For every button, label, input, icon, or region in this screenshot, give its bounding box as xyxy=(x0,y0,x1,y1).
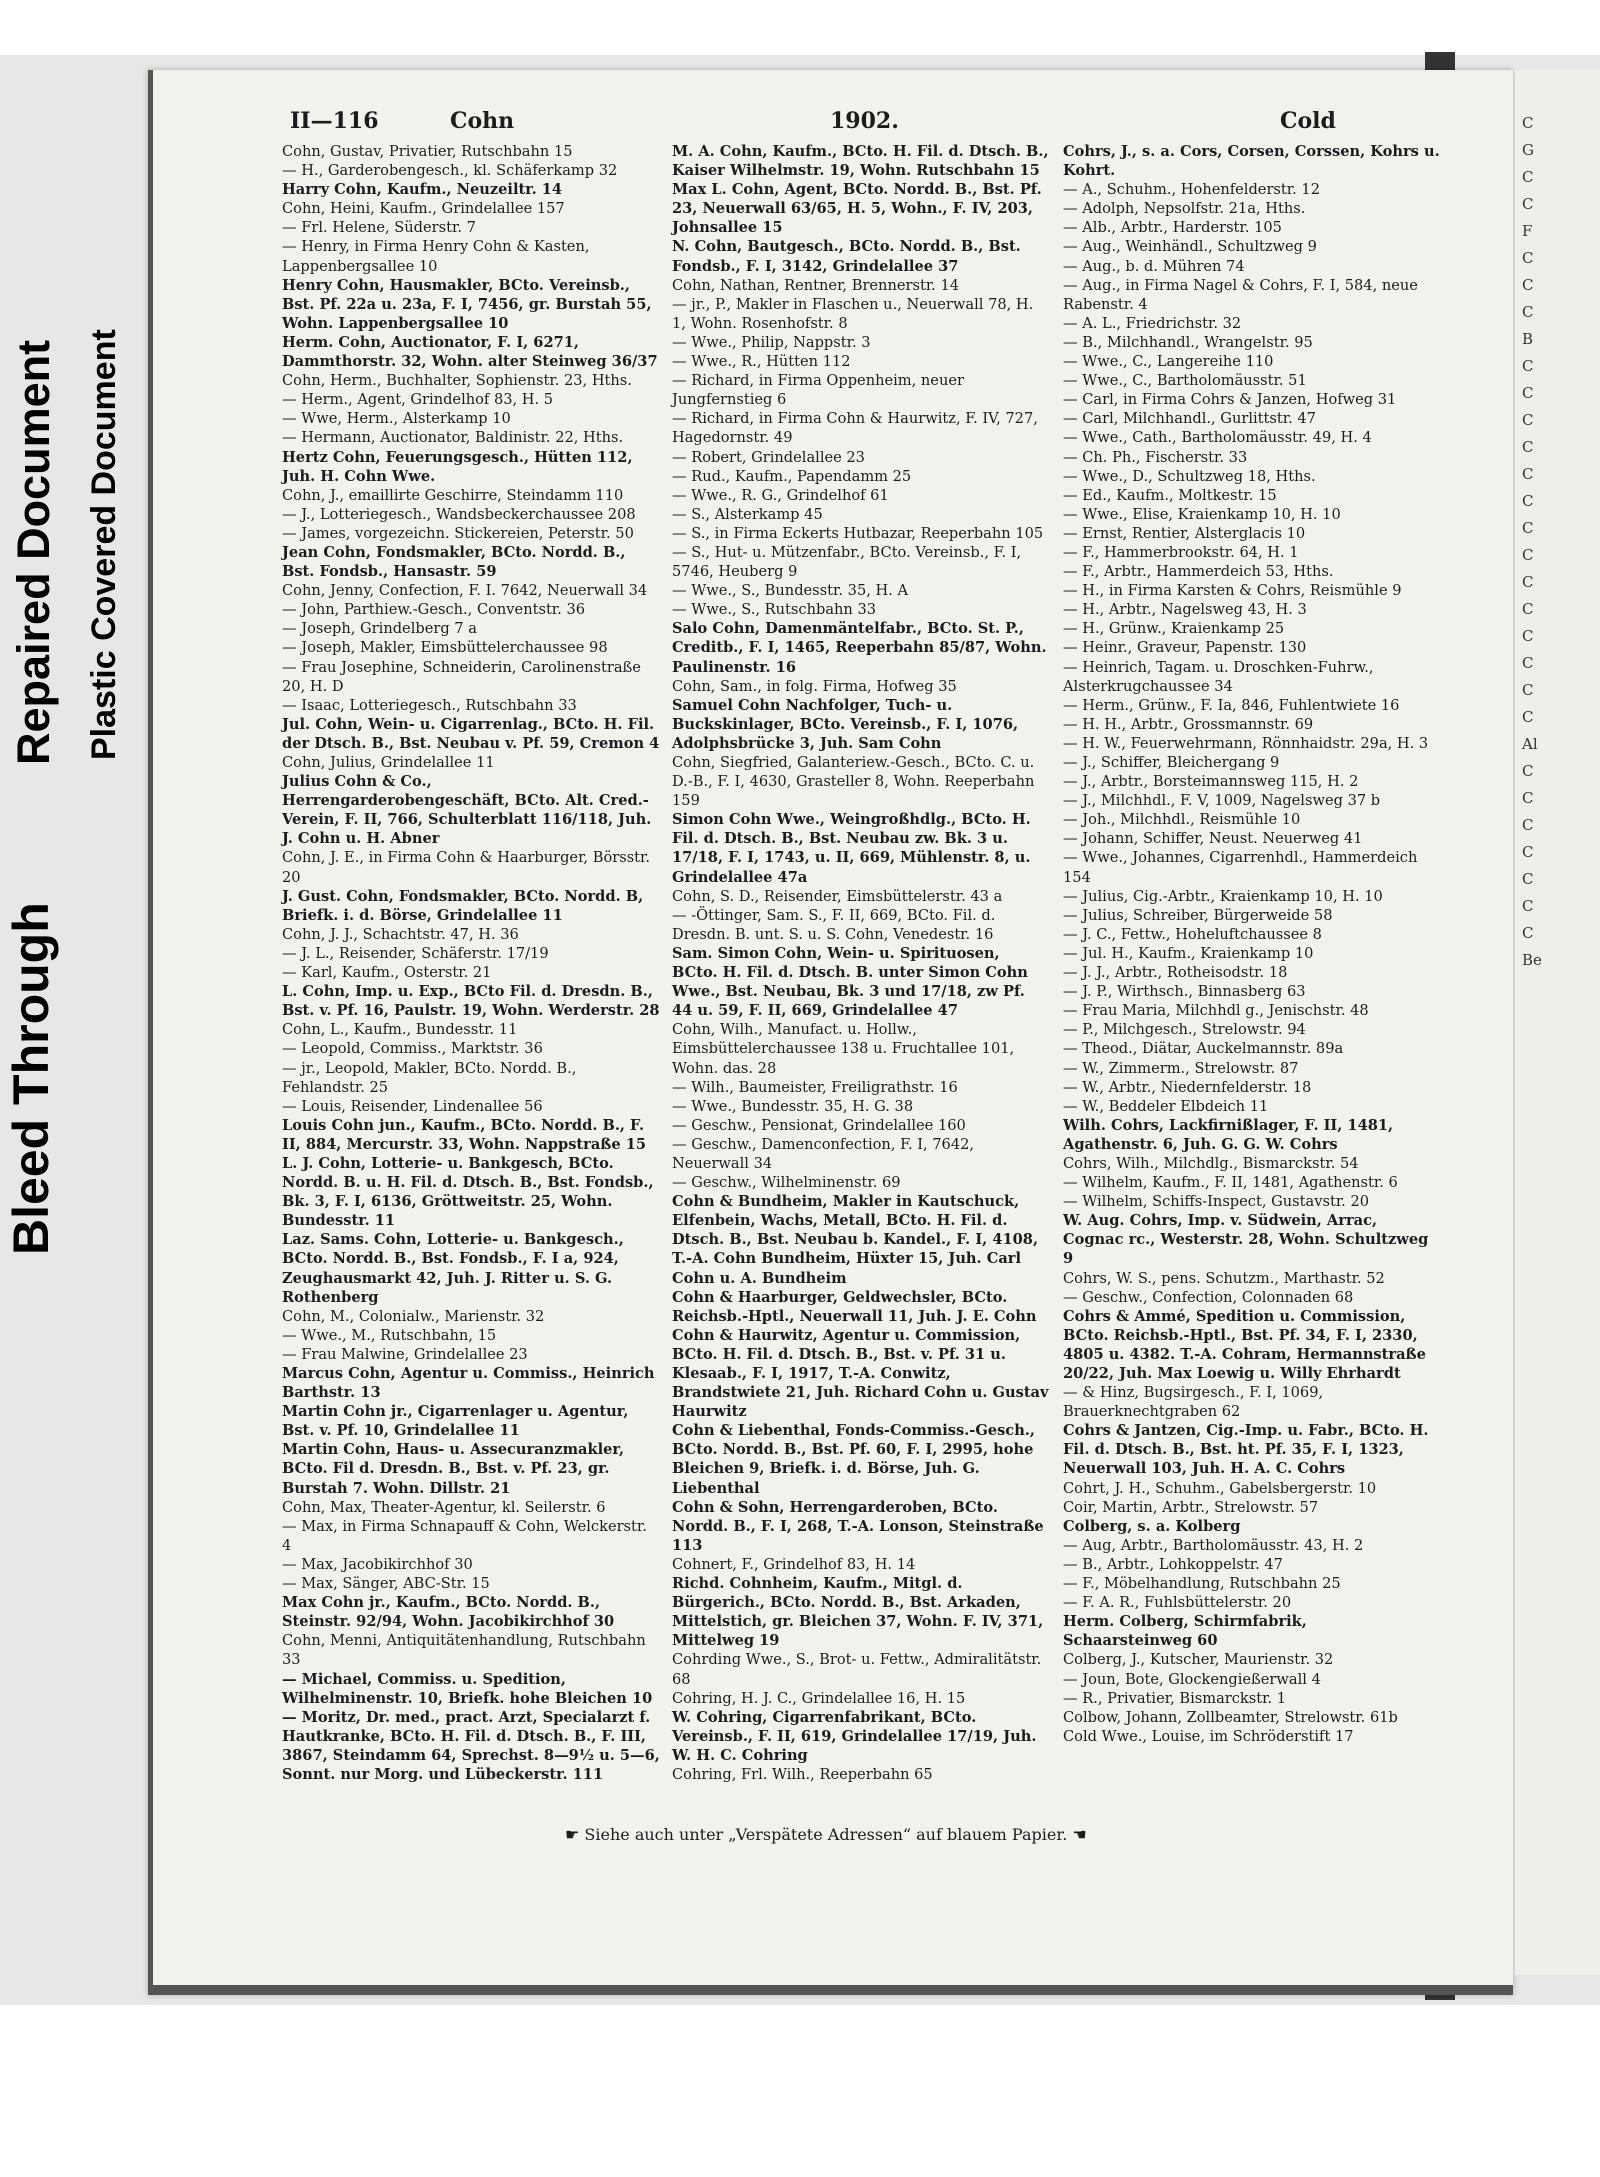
directory-entry: — Joseph, Grindelberg 7 a xyxy=(282,620,477,638)
directory-entry: — B., Milchhandl., Wrangelstr. 95 xyxy=(1063,333,1313,351)
adjacent-letter: C xyxy=(1522,249,1534,267)
column-3 xyxy=(1063,142,1441,1746)
adjacent-letter: B xyxy=(1522,330,1534,348)
directory-entry: L. Cohn, Imp. u. Exp., BCto Fil. d. Dresdn. B., Bst. v. Pf. 16, Paulstr. 19, Wohn. Werderstr. 28 xyxy=(282,983,660,1020)
directory-entry: — Geschw., Confection, Colonnaden 68 xyxy=(1063,1288,1354,1306)
adjacent-letter: C xyxy=(1522,924,1534,942)
directory-entry: Simon Cohn Wwe., Weingroßhdlg., BCto. H. Fil. d. Dtsch. B., Bst. Neubau zw. Bk. 3 u. 17/18, F. I, 1743, u. II, 669, Mühlenstr. 8, u. Grindelallee 47a xyxy=(672,811,1031,886)
directory-entry: Marcus Cohn, Agentur u. Commiss., Heinrich Barthstr. 13 xyxy=(282,1365,655,1402)
directory-entry: Cohnert, F., Grindelhof 83, H. 14 xyxy=(672,1555,916,1573)
directory-entry: Colbow, Johann, Zollbeamter, Strelowstr. 61b xyxy=(1063,1708,1398,1726)
page-number: II—116 xyxy=(290,108,379,134)
directory-entry: — F., Arbtr., Hammerdeich 53, Hths. xyxy=(1063,563,1334,581)
directory-entry: Cohrs, J., s. a. Cors, Corsen, Corssen, Kohrs u. Kohrt. xyxy=(1063,143,1440,180)
directory-entry: Cohn, L., Kaufm., Bundesstr. 11 xyxy=(282,1021,518,1039)
directory-entry: — Frau Josephine, Schneiderin, Carolinenstraße 20, H. D xyxy=(282,658,641,695)
directory-entry: — Wwe, Herm., Alsterkamp 10 xyxy=(282,410,511,428)
directory-entry: — Henry, in Firma Henry Cohn & Kasten, Lappenbergsallee 10 xyxy=(282,238,590,275)
directory-entry: — Aug., b. d. Mühren 74 xyxy=(1063,257,1245,275)
directory-entry: — Carl, in Firma Cohrs & Janzen, Hofweg 31 xyxy=(1063,391,1397,409)
directory-entry: — H. H., Arbtr., Grossmannstr. 69 xyxy=(1063,715,1314,733)
directory-entry: Jul. Cohn, Wein- u. Cigarrenlag., BCto. H. Fil. der Dtsch. B., Bst. Neubau v. Pf. 59, Cremon 4 xyxy=(282,715,660,752)
directory-entry: Cohn, Sam., in folg. Firma, Hofweg 35 xyxy=(672,677,957,695)
directory-entry: Cohn, Jenny, Confection, F. I. 7642, Neuerwall 34 xyxy=(282,582,648,600)
adjacent-letter: C xyxy=(1522,573,1534,591)
directory-entry: — J. L., Reisender, Schäferstr. 17/19 xyxy=(282,944,549,962)
directory-entry: — J. P., Wirthsch., Binnasberg 63 xyxy=(1063,983,1306,1001)
directory-entry: — Ch. Ph., Fischerstr. 33 xyxy=(1063,448,1248,466)
directory-entry: — Michael, Commiss. u. Spedition, Wilhelminenstr. 10, Briefk. hohe Bleichen 10 xyxy=(282,1670,653,1707)
directory-entry: Salo Cohn, Damenmäntelfabr., BCto. St. P., Creditb., F. I, 1465, Reeperbahn 85/87, Wohn. Paulinenstr. 16 xyxy=(672,620,1047,676)
directory-entry: Cohrs & Ammé, Spedition u. Commission, BCto. Reichsb.-Hptl., Bst. Pf. 34, F. I, 2330, 4805 u. 4382. T.-A. Cohram, Hermannstraße 20/22, Juh. Max Loewig u. Willy Ehrhardt xyxy=(1063,1307,1426,1382)
page-header xyxy=(290,108,1430,138)
directory-entry: Cohrt, J. H., Schuhm., Gabelsbergerstr. 10 xyxy=(1063,1479,1377,1497)
directory-entry: — Alb., Arbtr., Harderstr. 105 xyxy=(1063,219,1282,237)
directory-entry: — jr., Leopold, Makler, BCto. Nordd. B., Fehlandstr. 25 xyxy=(282,1059,577,1096)
directory-entry: — J., Milchhdl., F. V, 1009, Nagelsweg 37 b xyxy=(1063,792,1381,810)
directory-entry: — Wwe., S., Rutschbahn 33 xyxy=(672,601,877,619)
directory-entry: Cohn, J., emaillirte Geschirre, Steindamm 110 xyxy=(282,486,624,504)
directory-entry: — & Hinz, Bugsirgesch., F. I, 1069, Brauerknechtgraben 62 xyxy=(1063,1384,1324,1421)
directory-entry: Cohn & Sohn, Herrengarderoben, BCto. Nordd. B., F. I, 268, T.-A. Lonson, Steinstraße 113 xyxy=(672,1498,1044,1554)
label-plastic-covered: Plastic Covered Document xyxy=(85,329,123,760)
directory-entry: — Karl, Kaufm., Osterstr. 21 xyxy=(282,964,492,982)
directory-entry: N. Cohn, Bautgesch., BCto. Nordd. B., Bst. Fondsb., F. I, 3142, Grindelallee 37 xyxy=(672,238,1021,275)
directory-entry: — Wilhelm, Kaufm., F. II, 1481, Agathenstr. 6 xyxy=(1063,1174,1398,1192)
directory-entry: — Hermann, Auctionator, Baldinistr. 22, Hths. xyxy=(282,429,624,447)
directory-entry: — Aug., Weinhändl., Schultzweg 9 xyxy=(1063,238,1317,256)
directory-entry: — W., Arbtr., Niedernfelderstr. 18 xyxy=(1063,1078,1312,1096)
directory-entry: — Joun, Bote, Glockengießerwall 4 xyxy=(1063,1670,1321,1688)
directory-entry: — A. L., Friedrichstr. 32 xyxy=(1063,314,1242,332)
directory-entry: Cohring, Frl. Wilh., Reeperbahn 65 xyxy=(672,1765,933,1783)
directory-entry: L. J. Cohn, Lotterie- u. Bankgesch, BCto. Nordd. B. u. H. Fil. d. Dtsch. B., Bst. Fondsb., Bk. 3, F. I, 6136, Gröttweitstr. 25, Wohn. Bundesstr. 11 xyxy=(282,1154,654,1230)
adjacent-letter: C xyxy=(1522,114,1534,132)
directory-entry: — Joseph, Makler, Eimsbüttelerchaussee 98 xyxy=(282,639,608,657)
adjacent-letter: C xyxy=(1522,492,1534,510)
directory-entry: — H., Garderobengesch., kl. Schäferkamp 32 xyxy=(282,162,618,180)
directory-entry: Cohn & Haurwitz, Agentur u. Commission, BCto. H. Fil. d. Dtsch. B., Bst. v. Pf. 31 u. Klesaab., F. I, 1917, T.-A. Conwitz, Brandstwiete 21, Juh. Richard Cohn u. Gustav Haurwitz xyxy=(672,1326,1049,1421)
directory-entry: — Aug, Arbtr., Bartholomäusstr. 43, H. 2 xyxy=(1063,1536,1364,1554)
header-year: 1902. xyxy=(830,108,899,134)
directory-entry: Henry Cohn, Hausmakler, BCto. Vereinsb., Bst. Pf. 22a u. 23a, F. I, 7456, gr. Burstah 55, Wohn. Lappenbergsallee 10 xyxy=(282,276,652,332)
adjacent-letter: C xyxy=(1522,762,1534,780)
directory-entry: — Robert, Grindelallee 23 xyxy=(672,448,865,466)
directory-entry: J. Gust. Cohn, Fondsmakler, BCto. Nordd. B, Briefk. i. d. Börse, Grindelallee 11 xyxy=(282,887,644,924)
directory-entry: Cohn, Nathan, Rentner, Brennerstr. 14 xyxy=(672,276,960,294)
directory-entry: — S., Hut- u. Mützenfabr., BCto. Vereinsb., F. I, 5746, Heuberg 9 xyxy=(672,543,1022,581)
directory-entry: Martin Cohn, Haus- u. Assecuranzmakler, BCto. Fil d. Dresdn. B., Bst. v. Pf. 23, gr. Burstah 7. Wohn. Dillstr. 21 xyxy=(282,1441,625,1497)
directory-entry: — W., Zimmerm., Strelowstr. 87 xyxy=(1063,1059,1299,1077)
directory-entry: Wilh. Cohrs, Lackfirnißlager, F. II, 1481, Agathenstr. 6, Juh. G. G. W. Cohrs xyxy=(1063,1116,1394,1153)
directory-entry: Colberg, J., Kutscher, Maurienstr. 32 xyxy=(1063,1651,1334,1669)
directory-entry: — Heinrich, Tagam. u. Droschken-Fuhrw., Alsterkrugchaussee 34 xyxy=(1063,658,1374,695)
adjacent-letter: C xyxy=(1522,681,1534,699)
directory-entry: — F., Möbelhandlung, Rutschbahn 25 xyxy=(1063,1575,1341,1593)
directory-entry: Coir, Martin, Arbtr., Strelowstr. 57 xyxy=(1063,1498,1319,1516)
directory-entry: Cohn, Herm., Buchhalter, Sophienstr. 23, Hths. xyxy=(282,372,632,390)
directory-entry: — Wilh., Baumeister, Freiligrathstr. 16 xyxy=(672,1078,958,1096)
directory-entry: Cohn, M., Colonialw., Marienstr. 32 xyxy=(282,1307,545,1325)
directory-entry: — Frau Maria, Milchhdl g., Jenischstr. 48 xyxy=(1063,1002,1369,1020)
adjacent-letter: C xyxy=(1522,546,1534,564)
directory-entry: Cold Wwe., Louise, im Schröderstift 17 xyxy=(1063,1727,1354,1745)
directory-entry: — Louis, Reisender, Lindenallee 56 xyxy=(282,1097,543,1115)
directory-entry: — F., Hammerbrookstr. 64, H. 1 xyxy=(1063,543,1299,561)
column-1 xyxy=(282,142,660,1784)
directory-entry: Colberg, s. a. Kolberg xyxy=(1063,1517,1241,1535)
adjacent-letter: G xyxy=(1522,141,1534,159)
directory-entry: — A., Schuhm., Hohenfelderstr. 12 xyxy=(1063,181,1320,199)
directory-entry: — Julius, Schreiber, Bürgerweide 58 xyxy=(1063,906,1333,924)
label-bleed-through: Bleed Through xyxy=(3,902,59,1255)
directory-entry: — Richard, in Firma Oppenheim, neuer Jungfernstieg 6 xyxy=(672,372,964,409)
directory-entry: — R., Privatier, Bismarckstr. 1 xyxy=(1063,1689,1287,1707)
directory-entry: — Wwe., S., Bundesstr. 35, H. A xyxy=(672,582,909,600)
directory-entry: — Joh., Milchhdl., Reismühle 10 xyxy=(1063,811,1301,829)
directory-entry: Cohn, Max, Theater-Agentur, kl. Seilerstr. 6 xyxy=(282,1498,606,1516)
directory-entry: — Theod., Diätar, Auckelmannstr. 89a xyxy=(1063,1040,1344,1058)
adjacent-letter: C xyxy=(1522,654,1534,672)
directory-entry: Cohn & Liebenthal, Fonds-Commiss.-Gesch., BCto. Nordd. B., Bst. Pf. 60, F. I, 2995, hohe Bleichen 9, Briefk. i. d. Börse, Juh. G. Liebenthal xyxy=(672,1422,1035,1497)
directory-entry: — H., Grünw., Kraienkamp 25 xyxy=(1063,620,1285,638)
directory-entry: — Wwe., Bundesstr. 35, H. G. 38 xyxy=(672,1097,914,1115)
directory-entry: — J., Arbtr., Borsteimannsweg 115, H. 2 xyxy=(1063,773,1359,791)
directory-entry: — Herm., Grünw., F. Ia, 846, Fuhlentwiete 16 xyxy=(1063,696,1400,714)
directory-entry: — John, Parthiew.-Gesch., Conventstr. 36 xyxy=(282,601,586,619)
adjacent-letter: C xyxy=(1522,897,1534,915)
directory-entry: — Wwe., C., Langereihe 110 xyxy=(1063,353,1274,371)
directory-entry: M. A. Cohn, Kaufm., BCto. H. Fil. d. Dtsch. B., Kaiser Wilhelmstr. 19, Wohn. Rutschbahn 15 xyxy=(672,143,1049,180)
adjacent-letter: C xyxy=(1522,789,1534,807)
footer-note: ☛ Siehe auch unter „Verspätete Adressen“ auf blauem Papier. ☚ xyxy=(565,1825,1087,1844)
directory-entry: — Leopold, Commiss., Marktstr. 36 xyxy=(282,1040,543,1058)
directory-entry: — Herm., Agent, Grindelhof 83, H. 5 xyxy=(282,391,554,409)
directory-entry: — Aug., in Firma Nagel & Cohrs, F. I, 584, neue Rabenstr. 4 xyxy=(1063,276,1418,313)
directory-entry: Cohn, Julius, Grindelallee 11 xyxy=(282,754,495,771)
directory-entry: Sam. Simon Cohn, Wein- u. Spirituosen, BCto. H. Fil. d. Dtsch. B. unter Simon Cohn Wwe., Bst. Neubau, Bk. 3 und 17/18, zw Pf. 44 u. 59, F. II, 669, Grindelallee 47 xyxy=(672,944,1028,1020)
directory-entry: — Wwe., Johannes, Cigarrenhdl., Hammerdeich 154 xyxy=(1063,849,1418,886)
directory-entry: — Geschw., Damenconfection, F. I, 7642, Neuerwall 34 xyxy=(672,1135,975,1172)
adjacent-letter: C xyxy=(1522,303,1534,321)
adjacent-letter: C xyxy=(1522,600,1534,618)
adjacent-letter: C xyxy=(1522,465,1534,483)
directory-entry: Harry Cohn, Kaufm., Neuzeiltr. 14 xyxy=(282,181,563,199)
directory-entry: — Adolph, Nepsolfstr. 21a, Hths. xyxy=(1063,200,1306,218)
directory-entry: Martin Cohn jr., Cigarrenlager u. Agentur, Bst. v. Pf. 10, Grindelallee 11 xyxy=(282,1403,629,1440)
directory-entry: — Wwe., C., Bartholomäusstr. 51 xyxy=(1063,372,1307,390)
directory-entry: — Wwe., D., Schultzweg 18, Hths. xyxy=(1063,467,1316,485)
directory-entry: — Geschw., Wilhelminenstr. 69 xyxy=(672,1174,901,1192)
directory-entry: — jr., P., Makler in Flaschen u., Neuerwall 78, H. 1, Wohn. Rosenhofstr. 8 xyxy=(672,295,1034,332)
directory-entry: — F. A. R., Fuhlsbüttelerstr. 20 xyxy=(1063,1594,1292,1612)
directory-entry: Cohn & Bundheim, Makler in Kautschuck, Elfenbein, Wachs, Metall, BCto. H. Fil. d. Dtsch. B., Bst. Neubau b. Kandel., F. I, 4108, T.-A. Cohn Bundheim, Hüxter 15, Juh. Carl Cohn u. A. Bundheim xyxy=(672,1193,1039,1287)
directory-entry: Herm. Cohn, Auctionator, F. I, 6271, Dammthorstr. 32, Wohn. alter Steinweg 36/37 xyxy=(282,333,658,371)
adjacent-letter: C xyxy=(1522,438,1534,456)
directory-entry: Cohn, S. D., Reisender, Eimsbüttelerstr. 43 a xyxy=(672,887,1003,905)
directory-entry: — Wwe., R., Hütten 112 xyxy=(672,353,851,371)
directory-entry: Cohrs & Jantzen, Cig.-Imp. u. Fabr., BCto. H. Fil. d. Dtsch. B., Bst. ht. Pf. 35, F. I, 1323, Neuerwall 103, Juh. H. A. C. Cohrs xyxy=(1063,1422,1429,1478)
directory-entry: Max Cohn jr., Kaufm., BCto. Nordd. B., Steinstr. 92/94, Wohn. Jacobikirchhof 30 xyxy=(282,1594,615,1631)
directory-entry: Cohn, Heini, Kaufm., Grindelallee 157 xyxy=(282,200,565,218)
directory-entry: — Max, in Firma Schnapauff & Cohn, Welckerstr. 4 xyxy=(282,1517,647,1554)
adjacent-letter: C xyxy=(1522,276,1534,294)
directory-entry: — Ernst, Rentier, Alsterglacis 10 xyxy=(1063,524,1306,542)
directory-entry: — -Öttinger, Sam. S., F. II, 669, BCto. Fil. d. Dresdn. B. unt. S. u. S. Cohn, Venedestr. 16 xyxy=(672,906,996,943)
directory-entry: — H. W., Feuerwehrmann, Rönnhaidstr. 29a, H. 3 xyxy=(1063,734,1429,752)
directory-entry: W. Cohring, Cigarrenfabrikant, BCto. Vereinsb., F. II, 619, Grindelallee 17/19, Juh. W. H. C. Cohring xyxy=(672,1708,1037,1764)
directory-entry: Cohrding Wwe., S., Brot- u. Fettw., Admiralitätstr. 68 xyxy=(672,1651,1042,1688)
directory-entry: Cohn, J. J., Schachtstr. 47, H. 36 xyxy=(282,925,519,943)
directory-entry: — Max, Jacobikirchhof 30 xyxy=(282,1555,473,1573)
directory-entry: Cohn & Haarburger, Geldwechsler, BCto. Reichsb.-Hptl., Neuerwall 11, Juh. J. E. Cohn xyxy=(672,1288,1037,1325)
directory-entry: — S., Alsterkamp 45 xyxy=(672,505,823,523)
directory-entry: — Julius, Cig.-Arbtr., Kraienkamp 10, H. 10 xyxy=(1063,887,1383,905)
directory-entry: Cohn, Wilh., Manufact. u. Hollw., Eimsbüttelerchaussee 138 u. Fruchtallee 101, Wohn. das. 28 xyxy=(672,1021,1015,1077)
directory-entry: — James, vorgezeichn. Stickereien, Peterstr. 50 xyxy=(282,524,634,542)
directory-entry: — J., Schiffer, Bleichergang 9 xyxy=(1063,754,1280,771)
adjacent-letter: F xyxy=(1522,222,1533,240)
directory-entry: Cohn, Gustav, Privatier, Rutschbahn 15 xyxy=(282,143,573,160)
directory-entry: — Max, Sänger, ABC-Str. 15 xyxy=(282,1575,490,1593)
column-2 xyxy=(672,142,1050,1784)
directory-entry: — Wwe., M., Rutschbahn, 15 xyxy=(282,1326,497,1344)
directory-entry: Laz. Sams. Cohn, Lotterie- u. Bankgesch., BCto. Nordd. B., Bst. Fondsb., F. I a, 924, Zeughausmarkt 42, Juh. J. Ritter u. S. G. Rothenberg xyxy=(282,1231,624,1306)
directory-entry: — Heinr., Graveur, Papenstr. 130 xyxy=(1063,639,1307,657)
directory-entry: Richd. Cohnheim, Kaufm., Mitgl. d. Bürgerich., BCto. Nordd. B., Bst. Arkaden, Mittelstich, gr. Bleichen 37, Wohn. F. IV, 371, Mittelweg 19 xyxy=(672,1575,1044,1650)
directory-entry: — Frl. Helene, Süderstr. 7 xyxy=(282,219,476,237)
directory-entry: — Wwe., R. G., Grindelhof 61 xyxy=(672,486,889,504)
directory-entry: — B., Arbtr., Lohkoppelstr. 47 xyxy=(1063,1555,1283,1573)
directory-entry: Cohn, Menni, Antiquitätenhandlung, Rutschbahn 33 xyxy=(282,1632,646,1669)
directory-entry: — Wwe., Cath., Bartholomäusstr. 49, H. 4 xyxy=(1063,429,1372,447)
directory-entry: Cohn, Siegfried, Galanteriew.-Gesch., BCto. C. u. D.-B., F. I, 4630, Grasteller 8, Wohn. Reeperbahn 159 xyxy=(672,754,1035,810)
directory-entry: — Ed., Kaufm., Moltkestr. 15 xyxy=(1063,486,1277,504)
directory-entry: — Geschw., Pensionat, Grindelallee 160 xyxy=(672,1116,966,1134)
adjacent-letter: Be xyxy=(1522,951,1542,969)
directory-entry: Samuel Cohn Nachfolger, Tuch- u. Buckskinlager, BCto. Vereinsb., F. I, 1076, Adolphsbrücke 3, Juh. Sam Cohn xyxy=(672,696,1019,752)
directory-entry: Louis Cohn jun., Kaufm., BCto. Nordd. B., F. II, 884, Mercurstr. 33, Wohn. Nappstraße 15 xyxy=(282,1116,647,1153)
directory-entry: — J., Lotteriegesch., Wandsbeckerchaussee 208 xyxy=(282,505,636,523)
directory-entry: W. Aug. Cohrs, Imp. v. Südwein, Arrac, Cognac rc., Westerstr. 28, Wohn. Schultzweg 9 xyxy=(1063,1212,1429,1268)
adjacent-page-letters xyxy=(1522,110,1600,974)
directory-entry: — P., Milchgesch., Strelowstr. 94 xyxy=(1063,1021,1306,1039)
directory-entry: Julius Cohn & Co., Herrengarderobengeschäft, BCto. Alt. Cred.-Verein, F. II, 766, Schulterblatt 116/118, Juh. J. Cohn u. H. Abner xyxy=(282,773,652,848)
directory-entry: — Carl, Milchhandl., Gurlittstr. 47 xyxy=(1063,410,1316,428)
adjacent-letter: C xyxy=(1522,708,1534,726)
directory-entry: — Moritz, Dr. med., pract. Arzt, Specialarzt f. Hautkranke, BCto. H. Fil. d. Dtsch. B., F. III, 3867, Steindamm 64, Sprechst. 8—9½ u. 5—6, Sonnt. nur Morg. und Lübeckerstr. 111 xyxy=(282,1708,660,1783)
directory-entry: Cohn, J. E., in Firma Cohn & Haarburger, Börsstr. 20 xyxy=(282,849,651,886)
adjacent-letter: C xyxy=(1522,519,1534,537)
adjacent-letter: C xyxy=(1522,195,1534,213)
label-repaired-document: Repaired Document xyxy=(8,339,59,765)
directory-entry: Jean Cohn, Fondsmakler, BCto. Nordd. B., Bst. Fondsb., Hansastr. 59 xyxy=(282,543,626,581)
directory-entry: — Rud., Kaufm., Papendamm 25 xyxy=(672,467,912,485)
directory-entry: Cohrs, W. S., pens. Schutzm., Marthastr. 52 xyxy=(1063,1269,1385,1287)
adjacent-letter: Al xyxy=(1522,735,1538,753)
directory-entry: — Jul. H., Kaufm., Kraienkamp 10 xyxy=(1063,944,1314,962)
adjacent-letter: C xyxy=(1522,870,1534,888)
directory-entry: Herm. Colberg, Schirmfabrik, Schaarsteinweg 60 xyxy=(1063,1613,1307,1650)
directory-entry: Hertz Cohn, Feuerungsgesch., Hütten 112, Juh. H. Cohn Wwe. xyxy=(282,448,633,485)
directory-entry: — Wwe., Elise, Kraienkamp 10, H. 10 xyxy=(1063,505,1341,523)
directory-entry: — J. C., Fettw., Hoheluftchaussee 8 xyxy=(1063,925,1322,943)
adjacent-letter: C xyxy=(1522,816,1534,834)
header-name-right: Cold xyxy=(1280,108,1336,134)
directory-entry: — Richard, in Firma Cohn & Haurwitz, F. IV, 727, Hagedornstr. 49 xyxy=(672,410,1038,447)
adjacent-letter: C xyxy=(1522,357,1534,375)
adjacent-letter: C xyxy=(1522,843,1534,861)
directory-entry: — Wilhelm, Schiffs-Inspect, Gustavstr. 20 xyxy=(1063,1193,1370,1211)
directory-entry: Cohrs, Wilh., Milchdlg., Bismarckstr. 54 xyxy=(1063,1154,1359,1172)
directory-entry: — H., in Firma Karsten & Cohrs, Reismühle 9 xyxy=(1063,582,1402,600)
adjacent-letter: C xyxy=(1522,384,1534,402)
directory-entry: — J. J., Arbtr., Rotheisodstr. 18 xyxy=(1063,964,1288,982)
adjacent-letter: C xyxy=(1522,168,1534,186)
adjacent-letter: C xyxy=(1522,411,1534,429)
directory-entry: — H., Arbtr., Nagelsweg 43, H. 3 xyxy=(1063,601,1307,619)
directory-entry: — W., Beddeler Elbdeich 11 xyxy=(1063,1097,1269,1115)
directory-entry: Cohring, H. J. C., Grindelallee 16, H. 15 xyxy=(672,1689,966,1707)
header-name-left: Cohn xyxy=(450,108,515,134)
adjacent-letter: C xyxy=(1522,627,1534,645)
directory-entry: — Johann, Schiffer, Neust. Neuerweg 41 xyxy=(1063,830,1363,848)
directory-entry: Max L. Cohn, Agent, BCto. Nordd. B., Bst. Pf. 23, Neuerwall 63/65, H. 5, Wohn., F. IV, 203, Johnsallee 15 xyxy=(672,181,1042,237)
directory-entry: — Frau Malwine, Grindelallee 23 xyxy=(282,1345,528,1363)
directory-entry: — S., in Firma Eckerts Hutbazar, Reeperbahn 105 xyxy=(672,524,1044,542)
directory-entry: — Isaac, Lotteriegesch., Rutschbahn 33 xyxy=(282,696,577,714)
directory-entry: — Wwe., Philip, Nappstr. 3 xyxy=(672,333,871,351)
